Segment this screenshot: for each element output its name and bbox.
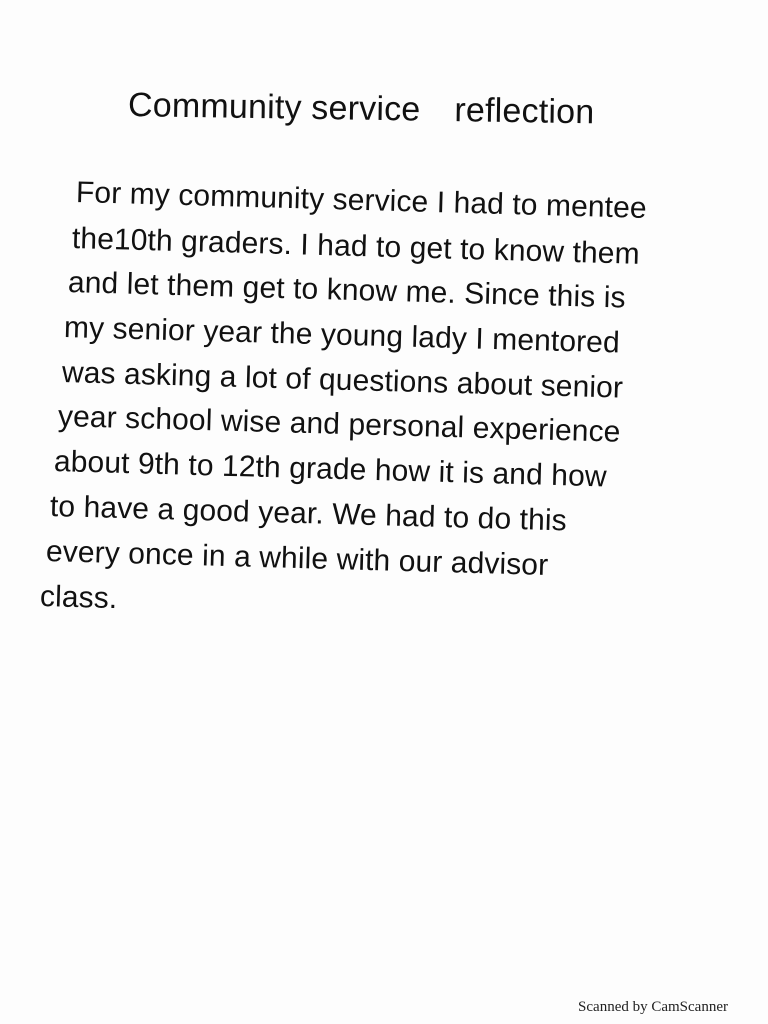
page-title (128, 86, 595, 132)
body-line: For my community service I had to mentee (75, 176, 648, 225)
body-line: to have a good year. We had to do this (49, 490, 568, 538)
title-part-2: reflection (454, 91, 595, 132)
body-line: was asking a lot of questions about senior (61, 356, 624, 405)
body-line: the10th graders. I had to get to know them (71, 222, 641, 271)
body-line: every once in a while with our advisor (45, 535, 549, 583)
body-line: my senior year the young lady I mentored (63, 311, 621, 360)
body-line: and let them get to know me. Since this is (67, 266, 627, 315)
body-line: class. (39, 580, 118, 616)
title-part-1: Community service (127, 86, 421, 129)
scanner-watermark: Scanned by CamScanner (578, 999, 728, 1015)
body-line: about 9th to 12th grade how it is and how (53, 445, 608, 494)
body-line: year school wise and personal experience (57, 400, 621, 449)
